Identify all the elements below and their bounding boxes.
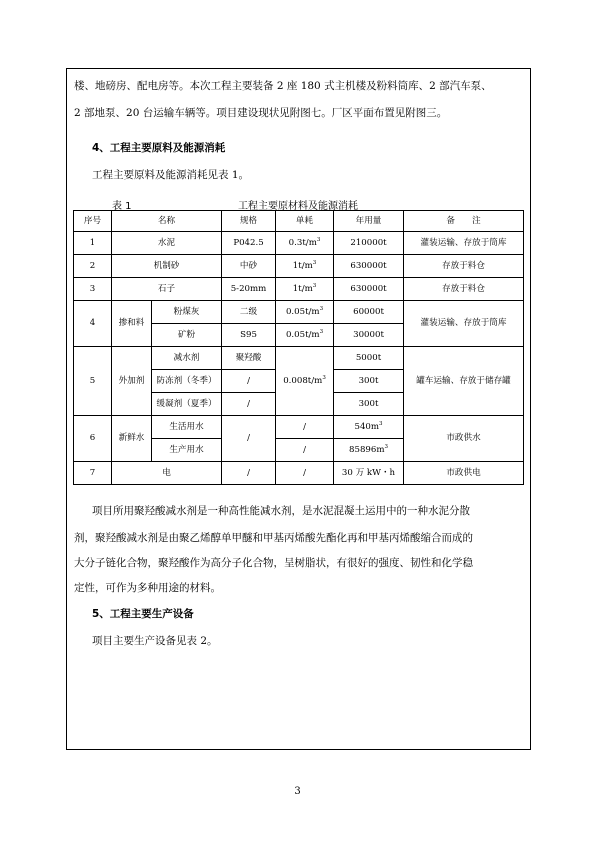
table-row <box>74 347 524 370</box>
cell-unit: $0.05t/m^3$ <box>276 301 334 324</box>
header-unit: 单耗 <box>276 211 334 232</box>
cell-annual: 300t <box>334 370 404 393</box>
header-note: 备 注 <box>404 211 524 232</box>
table-title: 工程主要原材料及能源消耗 <box>238 201 358 212</box>
cell-unit: $1t/m^3$ <box>276 255 334 278</box>
table-header-row <box>74 211 524 232</box>
cell-spec: / <box>222 393 276 416</box>
cell-note: 罐车运输、存放于储存罐 <box>404 347 524 416</box>
header-no: 序号 <box>74 211 112 232</box>
cell-annual: 630000t <box>334 278 404 301</box>
header-name: 名称 <box>112 211 222 232</box>
intro-line-2: 2 部地泵、20 台运输车辆等。项目建设现状见附图七。厂区平面布置见附图三。 <box>74 107 448 119</box>
cell-unit: $1t/m^3$ <box>276 278 334 301</box>
cell-annual: 630000t <box>334 255 404 278</box>
cell-spec: / <box>222 416 276 462</box>
cell-no: 6 <box>74 416 112 462</box>
cell-no: 4 <box>74 301 112 347</box>
paragraph-line-4: 定性，可作为多种用途的材料。 <box>74 582 221 594</box>
cell-annual: $85896m^3$ <box>334 439 404 462</box>
cell-name: 生产用水 <box>152 439 222 462</box>
cell-spec: 5-20mm <box>222 278 276 301</box>
table-row <box>74 232 524 255</box>
cell-name: 矿粉 <box>152 324 222 347</box>
cell-name: 缓凝剂（夏季） <box>152 393 222 416</box>
section-4-text: 工程主要原料及能源消耗见表 1。 <box>92 169 250 181</box>
header-annual: 年用量 <box>334 211 404 232</box>
cell-unit: $0.008t/m^3$ <box>276 347 334 416</box>
intro-line-1: 楼、地磅房、配电房等。本次工程主要装备 2 座 180 式主机楼及粉料筒库、2 部汽车泵、 <box>74 80 492 92</box>
cell-annual: 300t <box>334 393 404 416</box>
cell-annual: $540m^3$ <box>334 416 404 439</box>
table-row <box>74 301 524 324</box>
cell-annual: 30000t <box>334 324 404 347</box>
cell-unit: / <box>276 439 334 462</box>
materials-table <box>73 210 524 485</box>
table-row <box>74 278 524 301</box>
section-4-heading: 4、工程主要原料及能源消耗 <box>92 142 226 154</box>
cell-no: 7 <box>74 462 112 485</box>
cell-spec: / <box>222 370 276 393</box>
cell-name: 机制砂 <box>112 255 222 278</box>
cell-name: 水泥 <box>112 232 222 255</box>
cell-spec: 聚羟酸 <box>222 347 276 370</box>
cell-annual: 5000t <box>334 347 404 370</box>
cell-annual: 60000t <box>334 301 404 324</box>
cell-group: 外加剂 <box>112 347 152 416</box>
cell-name: 减水剂 <box>152 347 222 370</box>
section-5-heading: 5、工程主要生产设备 <box>92 608 194 620</box>
cell-name: 防冻剂（冬季） <box>152 370 222 393</box>
cell-name: 电 <box>112 462 222 485</box>
cell-note: 市政供水 <box>404 416 524 462</box>
header-spec: 规格 <box>222 211 276 232</box>
cell-no: 3 <box>74 278 112 301</box>
cell-unit: / <box>276 462 334 485</box>
table-row <box>74 416 524 439</box>
cell-spec: 中砂 <box>222 255 276 278</box>
cell-no: 2 <box>74 255 112 278</box>
cell-name: 粉煤灰 <box>152 301 222 324</box>
cell-spec: P042.5 <box>222 232 276 255</box>
cell-note: 灌装运输、存放于筒库 <box>404 232 524 255</box>
paragraph-line-1: 项目所用聚羟酸减水剂是一种高性能减水剂，是水泥混凝土运用中的一种水泥分散 <box>92 505 470 517</box>
paragraph-line-2: 剂，聚羟酸减水剂是由聚乙烯醇单甲醚和甲基丙烯酸先酯化再和甲基丙烯酸缩合而成的 <box>74 532 473 544</box>
cell-group: 掺和料 <box>112 301 152 347</box>
cell-unit: / <box>276 416 334 439</box>
cell-note: 市政供电 <box>404 462 524 485</box>
cell-note: 灌装运输、存放于筒库 <box>404 301 524 347</box>
table-row <box>74 462 524 485</box>
cell-annual: 30 万 kW・h <box>334 462 404 485</box>
cell-spec: / <box>222 462 276 485</box>
page-number: 3 <box>294 786 301 797</box>
cell-note: 存放于料仓 <box>404 255 524 278</box>
paragraph-line-3: 大分子链化合物，聚羟酸作为高分子化合物，呈树脂状，有很好的强度、韧性和化学稳 <box>74 557 473 569</box>
cell-annual: 210000t <box>334 232 404 255</box>
cell-unit: $0.3t/m^3$ <box>276 232 334 255</box>
table-label: 表 1 <box>112 201 132 212</box>
cell-note: 存放于料仓 <box>404 278 524 301</box>
cell-spec: S95 <box>222 324 276 347</box>
cell-no: 5 <box>74 347 112 416</box>
section-5-text: 项目主要生产设备见表 2。 <box>92 635 218 647</box>
cell-spec: 二级 <box>222 301 276 324</box>
table-row <box>74 255 524 278</box>
cell-group: 新鲜水 <box>112 416 152 462</box>
cell-unit: $0.05t/m^3$ <box>276 324 334 347</box>
cell-no: 1 <box>74 232 112 255</box>
cell-name: 石子 <box>112 278 222 301</box>
cell-name: 生活用水 <box>152 416 222 439</box>
